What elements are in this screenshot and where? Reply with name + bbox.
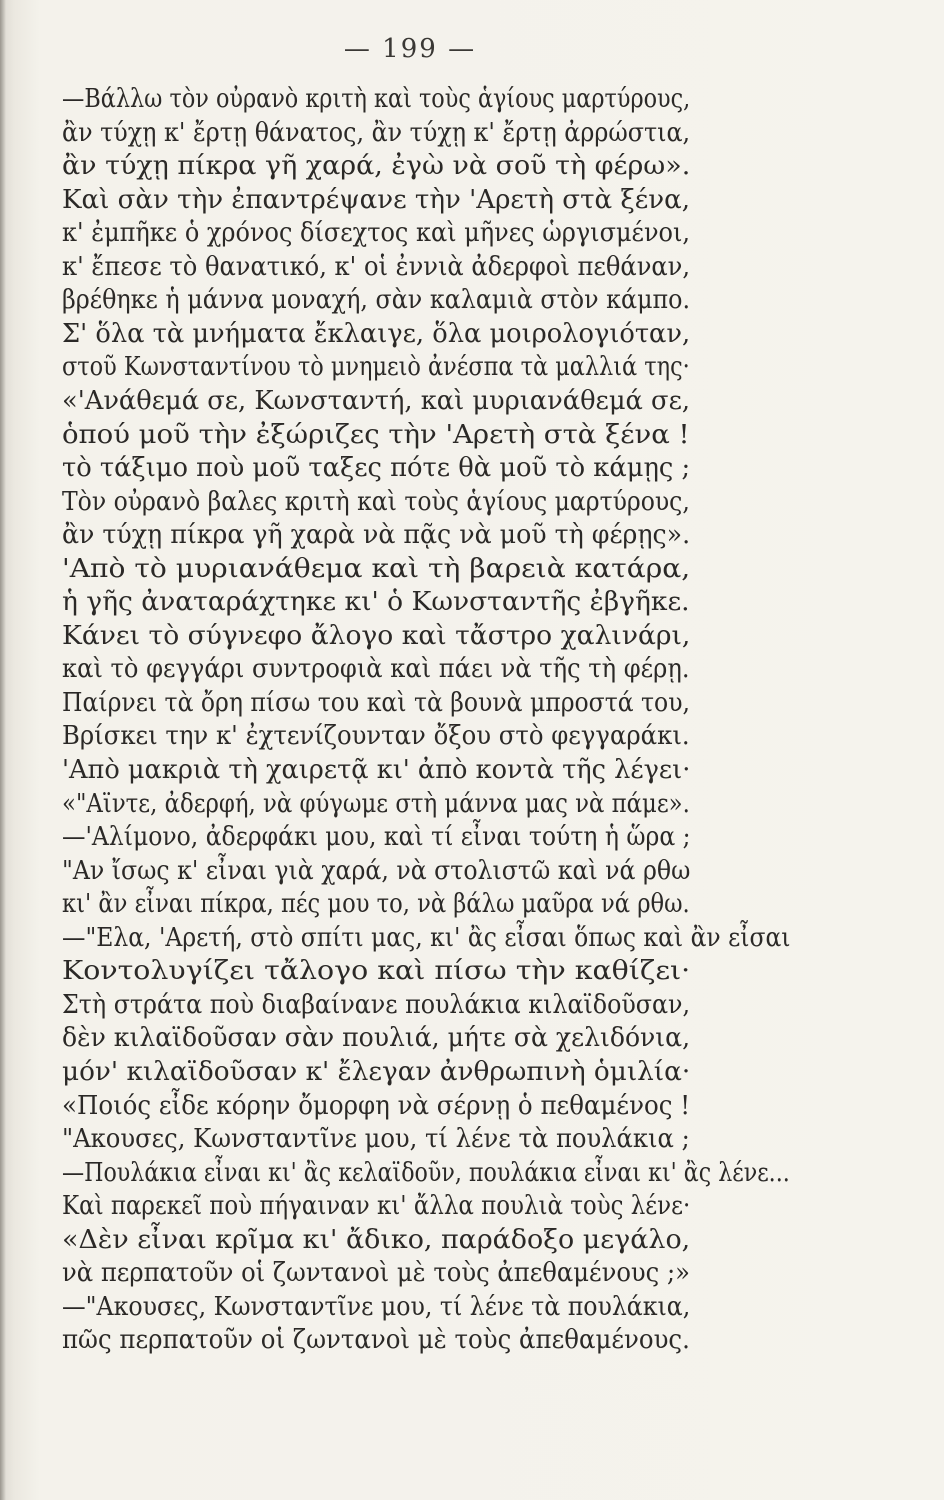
poem-line: καὶ τὸ φεγγάρι συντροφιὰ καὶ πάει νὰ τῆς τὴ φέρῃ.	[62, 653, 690, 685]
poem-line: ἂν τύχῃ κ' ἔρτῃ θάνατος, ἂν τύχῃ κ' ἔρτῃ ἀρρώστια,	[62, 116, 691, 148]
poem-line: κ' ἐμπῆκε ὁ χρόνος δίσεχτος καὶ μῆνες ὡργισμένοι,	[62, 217, 691, 249]
poem-line: 'Απὸ μακριὰ τὴ χαιρετᾷ κι' ἀπὸ κοντὰ τῆς λέγει·	[62, 754, 691, 785]
poem-line: πῶς περπατοῦν οἱ ζωντανοὶ μὲ τοὺς ἀπεθαμένους.	[62, 1324, 690, 1356]
poem-line: "Αν ἴσως κ' εἶναι γιὰ χαρά, νὰ στολιστῶ καὶ νά ρθω	[62, 854, 691, 886]
poem-line: ἡ γῆς ἀναταράχτηκε κι' ὁ Κωνσταντῆς ἐβγῆκε.	[62, 586, 690, 618]
poem-line: Στὴ στράτα ποὺ διαβαίνανε πουλάκια κιλαϊδοῦσαν,	[62, 988, 691, 1020]
poem-line: νὰ περπατοῦν οἱ ζωντανοὶ μὲ τοὺς ἀπεθαμένους ;»	[62, 1257, 690, 1289]
poem-line: ἂν τύχῃ πίκρα γῆ χαρά, ἐγὼ νὰ σοῦ τὴ φέρω».	[62, 150, 691, 182]
poem-line: Κοντολυγίζει τἄλογο καὶ πίσω τὴν καθίζει·	[62, 955, 691, 987]
poem-line: κ' ἔπεσε τὸ θανατικό, κ' οἱ ἐννιὰ ἀδερφοὶ πεθάναν,	[62, 250, 691, 282]
poem-line: —Βάλλω τὸν οὐρανὸ κριτὴ καὶ τοὺς ἁγίους μαρτύρους,	[62, 83, 691, 114]
poem-line: "Ακουσες, Κωνσταντῖνε μου, τί λένε τὰ πουλάκια ;	[62, 1123, 690, 1155]
poem-line: —"Ελα, 'Αρετή, στὸ σπίτι μας, κι' ἂς εἶσαι ὅπως καὶ ἂν εἶσαι	[62, 921, 791, 953]
poem-line: Παίρνει τὰ ὄρη πίσω του καὶ τὰ βουνὰ μπροστά του,	[62, 686, 690, 718]
poem-line: Βρίσκει την κ' ἐχτενίζουνταν ὄξου στὸ φεγγαράκι.	[62, 720, 690, 752]
poem-line: ἂν τύχῃ πίκρα γῆ χαρὰ νὰ πᾷς νὰ μοῦ τὴ φέρῃς».	[62, 519, 691, 551]
poem-line: Καὶ σὰν τὴν ἐπαντρέψανε τὴν 'Αρετὴ στὰ ξένα,	[62, 183, 691, 215]
poem-line: «"Αϊντε, ἀδερφή, νὰ φύγωμε στὴ μάννα μας νὰ πάμε».	[62, 787, 690, 819]
poem-line: βρέθηκε ἡ μάννα μοναχή, σὰν καλαμιὰ στὸν κάμπο.	[62, 284, 691, 316]
poem-line: —'Αλίμονο, ἀδερφάκι μου, καὶ τί εἶναι τούτη ἡ ὥρα ;	[62, 821, 691, 853]
poem-line: Καὶ παρεκεῖ ποὺ πήγαιναν κι' ἄλλα πουλιὰ τοὺς λένε·	[62, 1190, 691, 1222]
poem-line: «'Ανάθεμά σε, Κωνσταντή, καὶ μυριανάθεμά σε,	[62, 384, 691, 416]
poem-line: —"Ακουσες, Κωνσταντῖνε μου, τί λένε τὰ πουλάκια,	[62, 1290, 691, 1322]
poem-line: ὁπού μοῦ τὴν ἐξώριζες τὴν 'Αρετὴ στὰ ξένα !	[62, 418, 690, 450]
poem-line: στοῦ Κωνσταντίνου τὸ μνημειὸ ἀνέσπα τὰ μαλλιά της·	[62, 351, 690, 383]
spine-shadow	[0, 0, 6, 1500]
poem-line: τὸ τάξιμο ποὺ μοῦ ταξες πότε θὰ μοῦ τὸ κάμῃς ;	[62, 452, 691, 484]
poem-line: Σ' ὅλα τὰ μνήματα ἔκλαιγε, ὅλα μοιρολογιόταν,	[62, 317, 691, 349]
poem-line: κι' ἂν εἶναι πίκρα, πές μου το, νὰ βάλω μαῦρα νά ρθω.	[62, 888, 690, 920]
poem-line: —Πουλάκια εἶναι κι' ἂς κελαϊδοῦν, πουλάκια εἶναι κι' ἂς λένε...	[62, 1156, 790, 1188]
poem-line: «Ποιός εἶδε κόρην ὄμορφη νὰ σέρνῃ ὁ πεθαμένος !	[62, 1089, 691, 1121]
poem-line: 'Απὸ τὸ μυριανάθεμα καὶ τὴ βαρειὰ κατάρα,	[62, 552, 691, 584]
poem-line: «Δὲν εἶναι κρῖμα κι' ἄδικο, παράδοξο μεγάλο,	[62, 1223, 691, 1255]
poem-line: δὲν κιλαϊδοῦσαν σὰν πουλιά, μήτε σὰ χελιδόνια,	[62, 1022, 691, 1054]
poem-line: Τὸν οὐρανὸ βαλες κριτὴ καὶ τοὺς ἁγίους μαρτύρους,	[62, 485, 690, 517]
poem-line: μόν' κιλαϊδοῦσαν κ' ἔλεγαν ἀνθρωπινὴ ὁμιλία·	[62, 1055, 691, 1087]
page-number: — 199 —	[343, 34, 477, 64]
poem-line: Κάνει τὸ σύγνεφο ἄλογο καὶ τἄστρο χαλινάρι,	[62, 619, 691, 651]
